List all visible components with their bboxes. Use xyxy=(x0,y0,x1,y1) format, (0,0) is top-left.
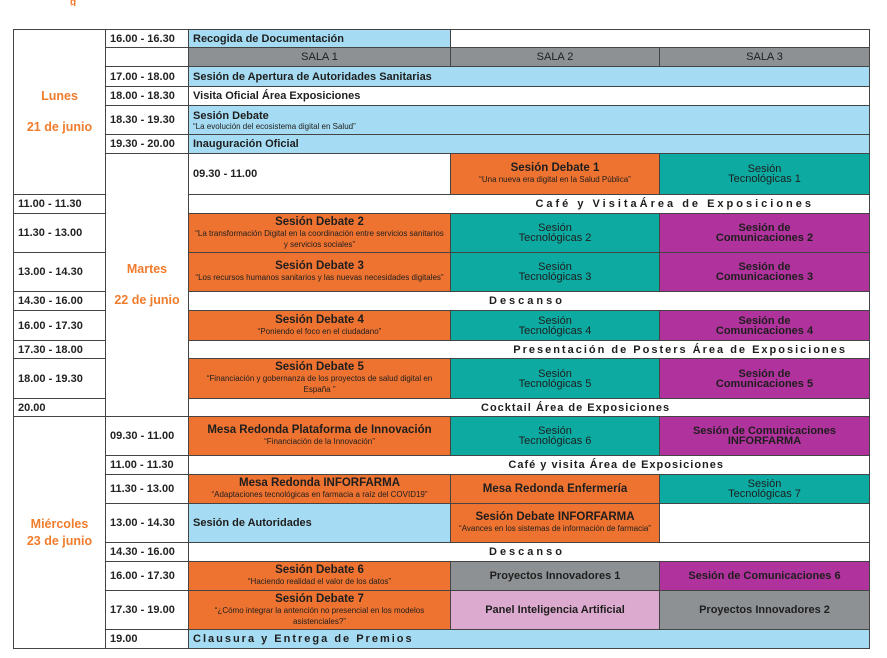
time-cell: 17.00 - 18.00 xyxy=(106,67,189,87)
sala-2-session xyxy=(451,504,660,543)
empty-time-cell xyxy=(106,48,189,67)
lunes-row-2 xyxy=(14,67,870,87)
session-title: Sesión Debate 4 xyxy=(275,313,364,326)
sala-1-session xyxy=(189,359,451,399)
sala-3-session xyxy=(660,475,870,504)
lunes-row-3 xyxy=(14,87,870,106)
session-title: Sesión Debate 3 xyxy=(275,260,364,272)
session-line-2: Tecnológicas 4 xyxy=(518,324,592,337)
sala-3-session xyxy=(660,311,870,341)
day-date: 22 de junio xyxy=(114,293,180,307)
sala-3-session xyxy=(660,214,870,253)
day-cell-martes xyxy=(106,154,189,417)
time-cell: 11.00 - 11.30 xyxy=(106,456,189,475)
break-cell: Presentación de Posters Área de Exposiciones xyxy=(189,341,870,359)
time-cell: 09.30 - 11.00 xyxy=(106,417,189,456)
session-line-2: Comunicaciones 5 xyxy=(715,377,814,390)
sala-2-session xyxy=(451,214,660,253)
session-line-2: Tecnológicas 7 xyxy=(728,488,801,500)
session-line-2: Tecnológicas 3 xyxy=(518,271,592,283)
time-cell: 17.30 - 18.00 xyxy=(14,341,106,359)
session-cell: Recogida de Documentación xyxy=(189,30,451,48)
break-cell: Café y visita Área de Exposiciones xyxy=(189,456,870,475)
schedule-table xyxy=(13,29,870,649)
top-clipped-mark: g xyxy=(70,0,77,6)
session-line-1: Sesión de Comunicaciones xyxy=(692,425,837,437)
miercoles-row-8 xyxy=(14,630,870,649)
empty-cell xyxy=(451,30,870,48)
miercoles-row-3 xyxy=(14,475,870,504)
session-line-2: Comunicaciones 4 xyxy=(715,324,814,337)
day-date: 23 de junio xyxy=(26,533,93,548)
time-cell: 19.00 xyxy=(106,630,189,649)
martes-row-1 xyxy=(14,154,870,195)
session-cell: Visita Oficial Área Exposiciones xyxy=(189,87,870,106)
sala-2-session xyxy=(451,253,660,292)
session-line-1: Sesión de xyxy=(738,367,791,380)
session-title: Sesión Debate 1 xyxy=(510,162,600,174)
session-line-1: Sesión xyxy=(538,425,572,437)
session-line-2: Comunicaciones 2 xyxy=(715,232,814,244)
sala-1-session xyxy=(189,214,451,253)
miercoles-row-5 xyxy=(14,543,870,562)
break-cell: Cocktail Área de Exposiciones xyxy=(189,399,870,417)
time-cell: 16.00 - 17.30 xyxy=(106,562,189,591)
sala-1-session xyxy=(189,591,451,630)
session-subtitle: “Adaptaciones tecnológicas en farmacia a raíz del COVID19” xyxy=(211,490,428,499)
miercoles-row-6 xyxy=(14,562,870,591)
day-name: Miércoles xyxy=(30,516,89,531)
session-line-1: Sesión xyxy=(747,163,782,175)
session-title: Sesión Debate 5 xyxy=(275,361,364,373)
time-cell: 17.30 - 19.00 xyxy=(106,591,189,630)
session-cell xyxy=(189,106,870,135)
session-subtitle: “Una nueva era digital en la Salud Pública” xyxy=(479,175,631,184)
session-line-2: Comunicaciones 3 xyxy=(715,271,814,283)
time-cell: 13.00 - 14.30 xyxy=(106,504,189,543)
lunes-row-5 xyxy=(14,135,870,154)
sala-2-session: Panel Inteligencia Artificial xyxy=(451,591,660,630)
sala-3-session: Proyectos Innovadores 2 xyxy=(660,591,870,630)
sala-2-session xyxy=(451,417,660,456)
time-cell: 11.00 - 11.30 xyxy=(14,195,106,214)
session-title: Sesión Debate 7 xyxy=(275,592,364,605)
session-line-1: Sesión xyxy=(538,261,572,273)
sala-1-header: SALA 1 xyxy=(189,48,451,67)
session-line-1: Sesión de xyxy=(738,314,791,327)
session-title: Mesa Redonda Plataforma de Innovación xyxy=(207,424,432,436)
time-cell: 11.30 - 13.00 xyxy=(106,475,189,504)
session-line-1: Sesión de xyxy=(738,222,791,234)
sala-2-session: Proyectos Innovadores 1 xyxy=(451,562,660,591)
session-subtitle: “Financiación y gobernanza de los proyectos de salud digital en España ” xyxy=(206,374,433,394)
session-subtitle: “Los recursos humanos sanitarios y las nuevas necesidades digitales” xyxy=(195,273,444,282)
session-title: Sesión Debate INFORFARMA xyxy=(475,511,635,523)
break-cell: Descanso xyxy=(189,292,870,311)
session-subtitle: “¿Cómo integrar la antención no presencial en los modelos asistenciales?” xyxy=(214,605,425,626)
sala-1-session xyxy=(189,417,451,456)
sala-1-session xyxy=(451,154,660,195)
time-cell: 14.30 - 16.00 xyxy=(106,543,189,562)
miercoles-row-1 xyxy=(14,417,870,456)
sala-1-session xyxy=(189,253,451,292)
sala-2-session xyxy=(451,311,660,341)
miercoles-row-4 xyxy=(14,504,870,543)
time-cell: 20.00 xyxy=(14,399,106,417)
session-subtitle: “La evolución del ecosistema digital en Salud” xyxy=(193,121,356,131)
time-cell: 19.30 - 20.00 xyxy=(106,135,189,154)
session-subtitle: “La transformación Digital en la coordinación entre servicios sanitarios y servicios sociales” xyxy=(195,228,444,249)
session-line-2: Tecnológicas 2 xyxy=(518,232,592,244)
session-subtitle: “Financiación de la Innovación” xyxy=(264,437,375,446)
lunes-row-4 xyxy=(14,106,870,135)
day-name: Lunes xyxy=(41,89,78,103)
sala-1-session: Sesión de Autoridades xyxy=(189,504,451,543)
day-date: 21 de junio xyxy=(26,120,93,134)
time-cell: 14.30 - 16.00 xyxy=(14,292,106,311)
time-cell: 16.00 - 16.30 xyxy=(106,30,189,48)
day-cell-lunes xyxy=(14,30,106,195)
session-line-1: Sesión xyxy=(538,314,572,327)
closing-cell: Clausura y Entrega de Premios xyxy=(189,630,870,649)
session-subtitle: “Haciendo realidad el valor de los datos” xyxy=(247,577,392,586)
time-cell: 13.00 - 14.30 xyxy=(14,253,106,292)
miercoles-row-2 xyxy=(14,456,870,475)
session-line-2: Tecnológicas 5 xyxy=(518,377,592,390)
lunes-row-1 xyxy=(14,30,870,48)
session-cell: Inauguración Oficial xyxy=(189,135,870,154)
session-line-2: Tecnológicas 6 xyxy=(518,435,592,447)
sala-header-row xyxy=(14,48,870,67)
day-name: Martes xyxy=(126,262,168,276)
session-title: Sesión Debate 2 xyxy=(275,215,364,228)
sala-3-session xyxy=(660,359,870,399)
session-title: Sesión Debate xyxy=(193,109,269,122)
time-cell: 18.30 - 19.30 xyxy=(106,106,189,135)
break-cell: Descanso xyxy=(189,543,870,562)
session-line-1: Sesión xyxy=(747,478,782,490)
sala-2-session xyxy=(451,359,660,399)
session-subtitle: “Avances en los sistemas de información de farmacia” xyxy=(459,524,651,533)
time-cell: 09.30 - 11.00 xyxy=(189,154,451,195)
time-cell: 18.00 - 18.30 xyxy=(106,87,189,106)
sala-2-session xyxy=(451,475,660,504)
session-line-2: INFORFARMA xyxy=(727,435,802,447)
sala-3-session: Sesión de Comunicaciones 6 xyxy=(660,562,870,591)
day-cell-miercoles xyxy=(14,417,106,649)
time-cell: 16.00 - 17.30 xyxy=(14,311,106,341)
sala-3-session xyxy=(660,417,870,456)
sala-1-session xyxy=(189,562,451,591)
time-cell: 18.00 - 19.30 xyxy=(14,359,106,399)
empty-cell xyxy=(660,504,870,543)
sala-2-header: SALA 2 xyxy=(451,48,660,67)
break-cell: Café y VisitaÁrea de Exposiciones xyxy=(189,195,870,214)
session-title: Mesa Redonda INFORFARMA xyxy=(238,477,400,489)
sala-1-session xyxy=(189,475,451,504)
sala-2-session xyxy=(660,154,870,195)
session-line-2: Tecnológicas 1 xyxy=(728,173,801,185)
time-cell: 11.30 - 13.00 xyxy=(14,214,106,253)
session-title: Sesión Debate 6 xyxy=(275,564,364,576)
session-line-1: Sesión de xyxy=(738,261,791,273)
miercoles-row-7 xyxy=(14,591,870,630)
session-line-1: Sesión xyxy=(538,222,572,234)
sala-3-session xyxy=(660,253,870,292)
session-title: Mesa Redonda Enfermería xyxy=(482,482,628,495)
sala-1-session xyxy=(189,311,451,341)
sala-3-header: SALA 3 xyxy=(660,48,870,67)
session-cell: Sesión de Apertura de Autoridades Sanitarias xyxy=(189,67,870,87)
session-line-1: Sesión xyxy=(538,367,572,380)
session-subtitle: “Poniendo el foco en el ciudadano” xyxy=(257,326,382,336)
